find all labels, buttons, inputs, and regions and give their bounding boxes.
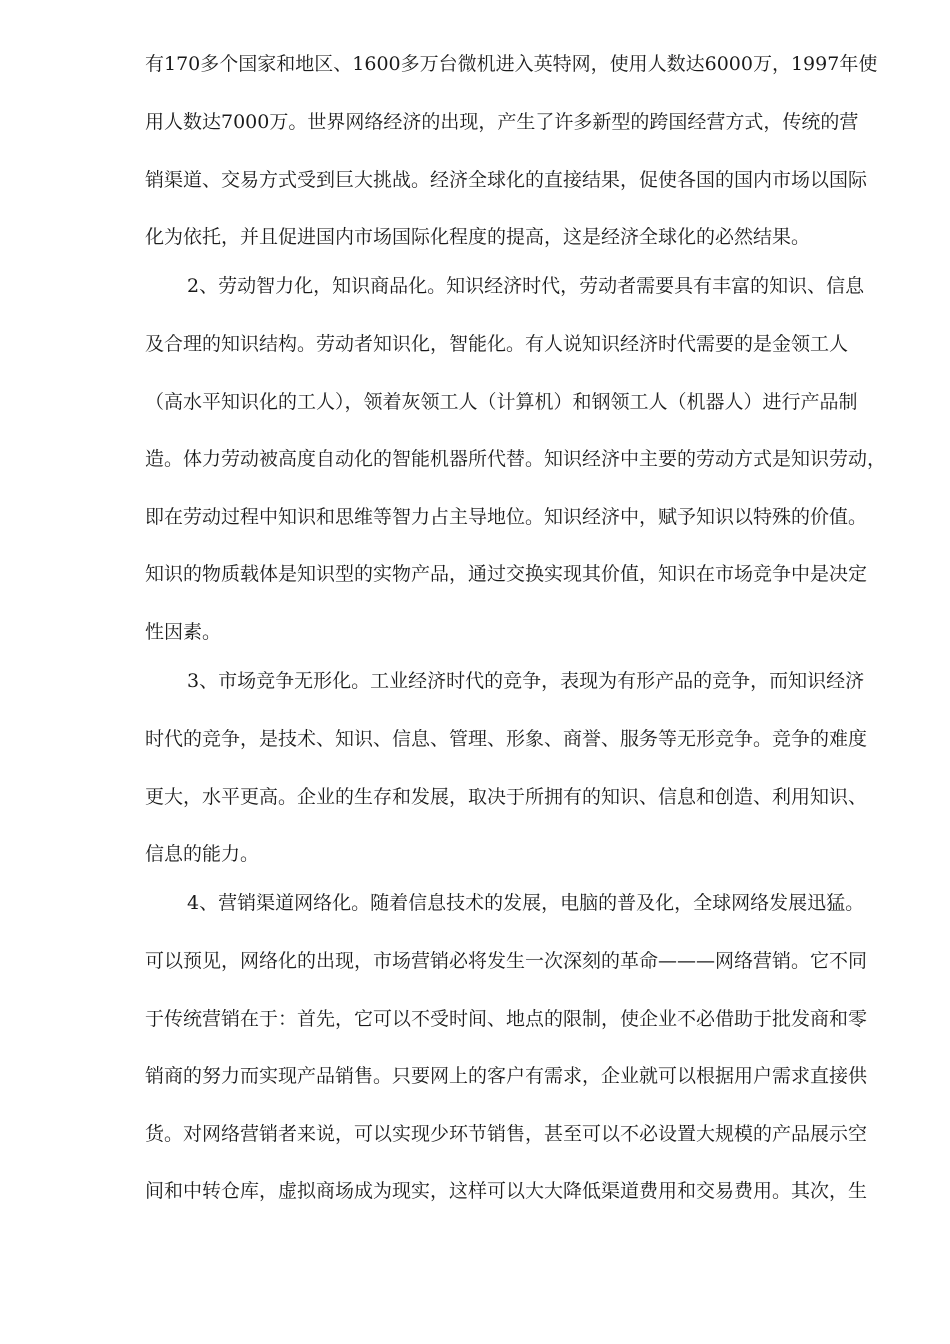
- text-line: 更大，水平更高。企业的生存和发展，取决于所拥有的知识、信息和创造、利用知识、: [145, 786, 868, 808]
- text-line: 销渠道、交易方式受到巨大挑战。经济全球化的直接结果，促使各国的国内市场以国际: [145, 169, 868, 191]
- text-line: 时代的竞争，是技术、知识、信息、管理、形象、商誉、服务等无形竞争。竞争的难度: [145, 728, 868, 750]
- text-line: 信息的能力。: [145, 843, 260, 865]
- paragraph-start-line: 3、市场竞争无形化。工业经济时代的竞争，表现为有形产品的竞争，而知识经济: [187, 670, 865, 692]
- text-line: 造。体力劳动被高度自动化的智能机器所代替。知识经济中主要的劳动方式是知识劳动，: [145, 448, 887, 470]
- text-line: 可以预见，网络化的出现，市场营销必将发生一次深刻的革命———网络营销。它不同: [145, 950, 868, 972]
- text-line: 及合理的知识结构。劳动者知识化，智能化。有人说知识经济时代需要的是金领工人: [145, 333, 849, 355]
- text-line: 有170多个国家和地区、1600多万台微机进入英特网，使用人数达6000万，1997年使: [145, 53, 878, 75]
- text-line: （高水平知识化的工人），领着灰领工人（计算机）和钢领工人（机器人）进行产品制: [145, 391, 858, 413]
- text-line: 知识的物质载体是知识型的实物产品，通过交换实现其价值，知识在市场竞争中是决定: [145, 563, 868, 585]
- text-line: 即在劳动过程中知识和思维等智力占主导地位。知识经济中，赋予知识以特殊的价值。: [145, 506, 868, 528]
- paragraph-start-line: 4、营销渠道网络化。随着信息技术的发展，电脑的普及化，全球网络发展迅猛。: [187, 892, 865, 914]
- text-line: 销商的努力而实现产品销售。只要网上的客户有需求，企业就可以根据用户需求直接供: [145, 1065, 868, 1087]
- paragraph-start-line: 2、劳动智力化，知识商品化。知识经济时代，劳动者需要具有丰富的知识、信息: [187, 275, 865, 297]
- text-line: 性因素。: [145, 621, 222, 643]
- text-line: 化为依托，并且促进国内市场国际化程度的提高，这是经济全球化的必然结果。: [145, 226, 811, 248]
- text-line: 用人数达7000万。世界网络经济的出现，产生了许多新型的跨国经营方式，传统的营: [145, 111, 859, 133]
- text-line: 货。对网络营销者来说，可以实现少环节销售，甚至可以不必设置大规模的产品展示空: [145, 1123, 868, 1145]
- text-line: 间和中转仓库，虚拟商场成为现实，这样可以大大降低渠道费用和交易费用。其次，生: [145, 1180, 868, 1202]
- text-line: 于传统营销在于：首先，它可以不受时间、地点的限制，使企业不必借助于批发商和零: [145, 1008, 868, 1030]
